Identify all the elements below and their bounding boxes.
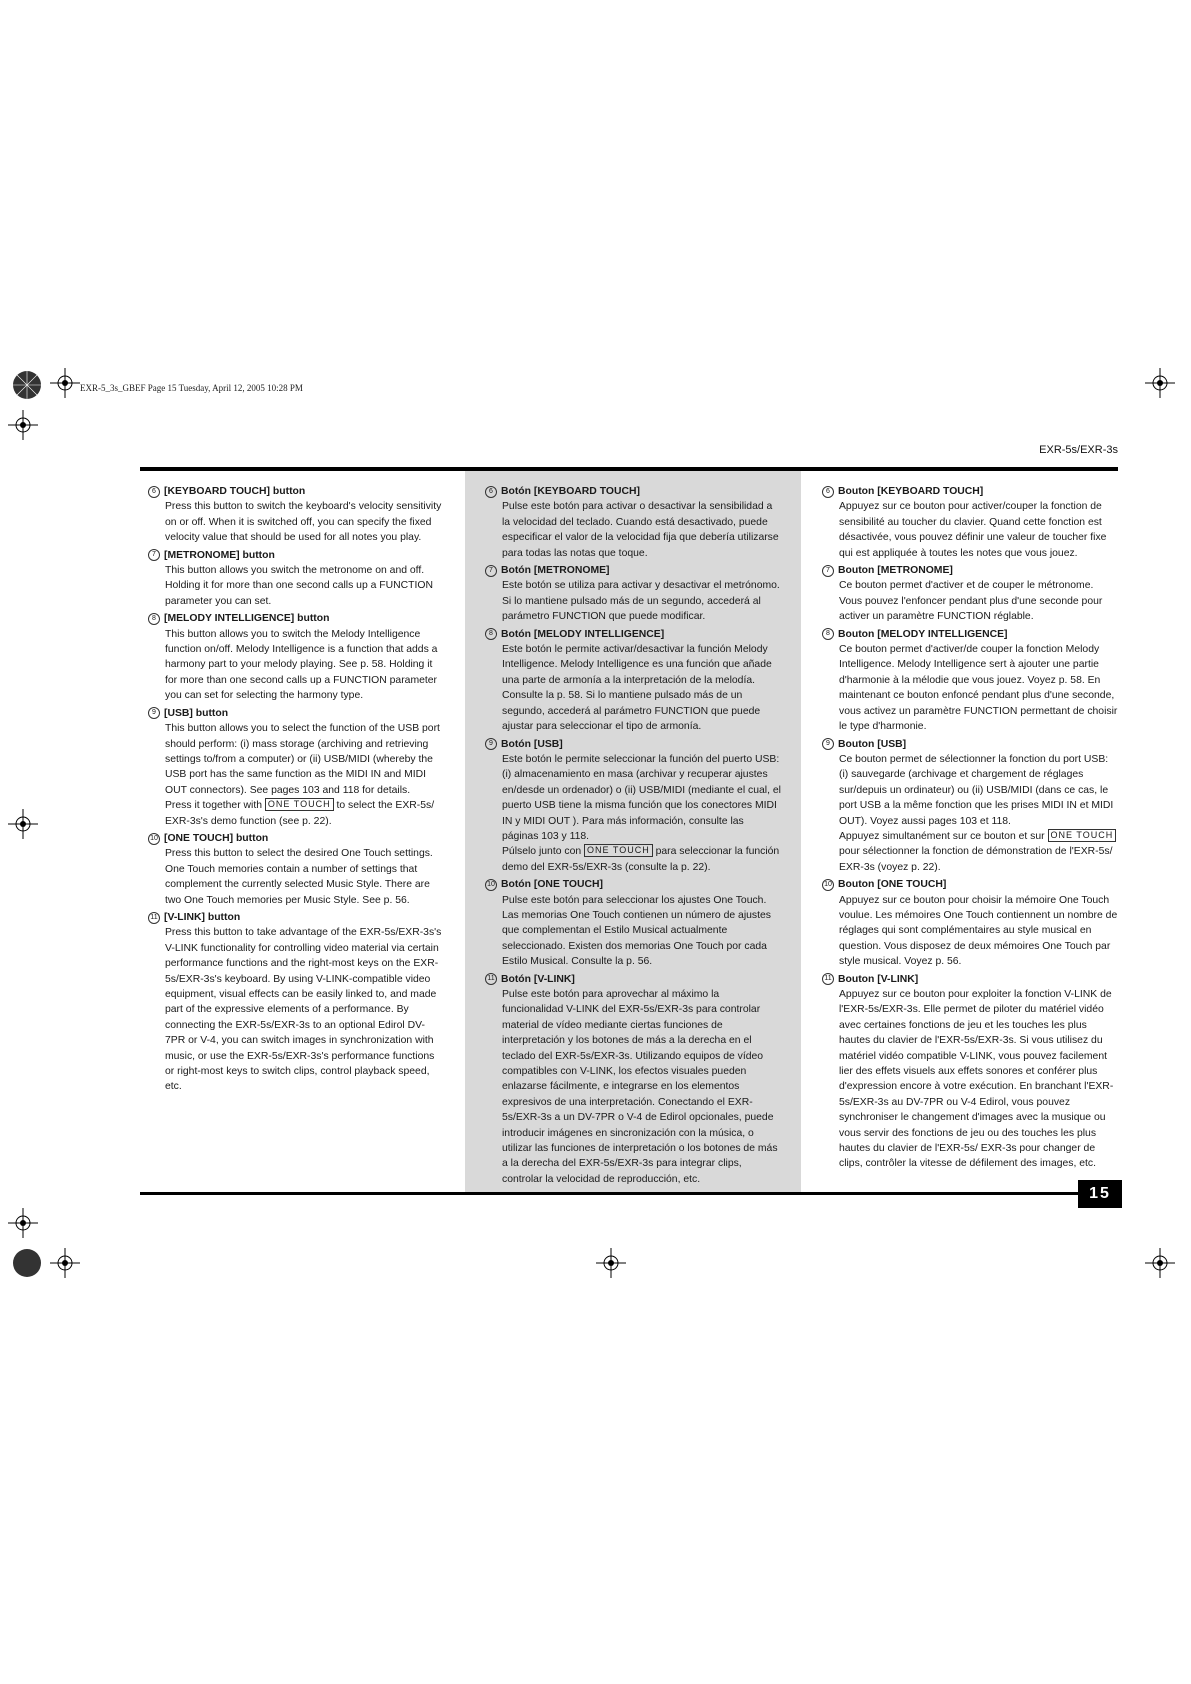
list-item [822, 563, 1118, 625]
item-number: 11 [485, 973, 497, 985]
item-body [822, 642, 1118, 734]
running-head: EXR-5s/EXR-3s [1039, 444, 1118, 456]
item-title: Bouton [MELODY INTELLIGENCE] [838, 628, 1008, 640]
paragraph-text: Appuyez simultanément sur ce bouton et sur [839, 830, 1048, 842]
item-body [485, 499, 781, 561]
item-title: Bouton [KEYBOARD TOUCH] [838, 486, 984, 497]
list-item [485, 627, 781, 735]
item-number: 7 [148, 549, 160, 561]
list-item [485, 484, 781, 561]
list-item [148, 484, 444, 546]
english-column [148, 484, 444, 1097]
item-paragraph: Este botón le permite seleccionar la función del puerto USB: (i) almacenamiento en masa (archivar y recuperar ajustes en/desde un ordenador) o (ii) USB/MIDI (mediante el cual, el puerto USB tiene la misma función que los conectores MIDI IN y MIDI OUT ). Para más información, consulte las páginas 103 y 118. [502, 753, 781, 842]
paragraph-text: to select the EXR-5s/ EXR-3s's demo function (see p. 22). [165, 800, 435, 827]
paragraph-text: pour sélectionner la fonction de démonstration de l'EXR-5s/ EXR-3s (voyez p. 22). [839, 846, 1113, 873]
one-touch-button-label: ONE TOUCH [584, 844, 653, 857]
list-item [148, 831, 444, 908]
registration-mark-icon [12, 370, 42, 400]
crosshair-icon [1145, 1248, 1175, 1278]
item-number: 6 [148, 486, 160, 498]
list-item [485, 737, 781, 876]
item-number: 11 [822, 973, 834, 985]
crosshair-icon [8, 1208, 38, 1238]
item-heading [822, 484, 1118, 499]
list-item [822, 737, 1118, 876]
item-body [148, 499, 444, 545]
item-body [822, 893, 1118, 970]
item-body [822, 578, 1118, 624]
item-title: Botón [ONE TOUCH] [501, 879, 603, 891]
item-heading [148, 611, 444, 626]
item-heading [485, 737, 781, 752]
item-title: Bouton [USB] [838, 738, 907, 750]
item-heading [148, 548, 444, 563]
item-body [148, 925, 444, 1094]
item-heading [148, 910, 444, 925]
item-heading [148, 706, 444, 721]
item-body [485, 893, 781, 970]
item-body [148, 721, 444, 829]
item-paragraph: Pulse este botón para seleccionar los ajustes One Touch. Las memorias One Touch contienen un número de ajustes que complementan el Estilo Musical actualmente seleccionado. Existen dos memorias One Touch por cada Estilo Musical. Consulte la p. 56. [502, 894, 771, 968]
item-number: 9 [148, 707, 160, 719]
item-paragraph: Appuyez sur ce bouton pour choisir la mémoire One Touch voulue. Les mémoires One Touch contiennent un nombre de réglages qui sont complémentaires au style musical en question. Vous disposez de deux mémoires One Touch par style musical. Voyez p. 56. [839, 894, 1118, 968]
item-body [485, 578, 781, 624]
item-title: [METRONOME] button [164, 549, 275, 561]
list-item [822, 972, 1118, 1172]
item-number: 10 [822, 879, 834, 891]
item-number: 10 [485, 879, 497, 891]
item-body [148, 563, 444, 609]
paragraph-text: para seleccionar la función demo del EXR-5s/EXR-3s (consulte la p. 22). [502, 846, 780, 873]
page-number: 15 [1078, 1180, 1122, 1208]
list-item [148, 706, 444, 829]
bottom-rule [140, 1192, 1078, 1195]
item-number: 9 [485, 738, 497, 750]
crosshair-icon [50, 1248, 80, 1278]
crosshair-icon [8, 410, 38, 440]
crosshair-icon [8, 809, 38, 839]
item-paragraph [839, 829, 1118, 875]
item-number: 8 [485, 628, 497, 640]
item-heading [148, 484, 444, 499]
item-body [148, 627, 444, 704]
item-title: [USB] button [164, 707, 229, 719]
item-heading [485, 484, 781, 499]
item-heading [822, 563, 1118, 578]
list-item [485, 877, 781, 969]
item-heading [485, 972, 781, 987]
item-heading [485, 627, 781, 642]
item-paragraph: Ce bouton permet d'activer/de couper la fonction Melody Intelligence. Melody Intelligence sert à ajouter une partie d'harmonie à la mélodie que vous jouez. Voyez p. 58. En maintenant ce bouton enfoncé pendant plus d'une seconde, vous activez un paramètre FUNCTION permettant de choisir le type d'harmonie. [839, 644, 1118, 733]
item-paragraph: This button allows you switch the metronome on and off. Holding it for more than one second calls up a FUNCTION parameter you can set. [165, 565, 433, 607]
item-paragraph: This button allows you to switch the Melody Intelligence function on/off. Melody Intelligence is a function that adds a harmony part to your melody playing. See p. 58. Holding it for more than one second calls up a FUNCTION parameter you can set for selecting the harmony type. [165, 628, 438, 702]
item-number: 7 [485, 565, 497, 577]
list-item [822, 877, 1118, 969]
list-item [822, 627, 1118, 735]
item-title: Bouton [METRONOME] [838, 565, 953, 577]
crosshair-icon [596, 1248, 626, 1278]
item-paragraph: Appuyez sur ce bouton pour exploiter la fonction V-LINK de l'EXR-5s/EXR-3s. Elle permet de piloter du matériel vidéo avec certaines fonctions de jeu et les touches les plus hautes du clavier de l'EXR-5s/EXR-3s. Si vous utilisez du matériel vidéo compatible V-LINK, vous pouvez facilement lier des effets visuels aux effets sonores et conférer plus d'expression encore à votre exécution. En branchant l'EXR-5s/EXR-3s au DV-7PR ou V-4 Edirol, vous pouvez synchroniser le changement d'images avec la musique ou vous servir des fonctions de jeu ou des touches les plus hautes du clavier de l'EXR-5s/ EXR-3s pour changer de clips, contrôler la vitesse de défilement des images, etc. [839, 989, 1114, 1170]
item-paragraph: Appuyez sur ce bouton pour activer/couper la fonction de sensibilité au toucher du clavier. Quand cette fonction est désactivée, vous pouvez définir une valeur de toucher fixe qui est appliquée à toutes les notes que vous jouez. [839, 501, 1107, 559]
item-heading [822, 877, 1118, 892]
item-title: Botón [USB] [501, 738, 563, 750]
item-body [485, 752, 781, 875]
paragraph-text: Press it together with [165, 800, 265, 812]
item-heading [822, 737, 1118, 752]
crosshair-icon [50, 368, 80, 398]
one-touch-button-label: ONE TOUCH [265, 798, 334, 811]
item-heading [485, 563, 781, 578]
item-body [822, 499, 1118, 561]
item-number: 8 [148, 613, 160, 625]
list-item [485, 972, 781, 1188]
item-body [822, 987, 1118, 1172]
item-title: Botón [METRONOME] [501, 565, 610, 577]
print-slug: EXR-5_3s_GBEF Page 15 Tuesday, April 12, 2005 10:28 PM [80, 383, 303, 393]
item-title: Botón [KEYBOARD TOUCH] [501, 486, 640, 497]
item-number: 7 [822, 565, 834, 577]
spanish-column [485, 484, 781, 1189]
item-title: Botón [MELODY INTELLIGENCE] [501, 628, 665, 640]
item-number: 10 [148, 833, 160, 845]
item-paragraph: Press this button to select the desired One Touch settings. One Touch memories contain a number of settings that complement the currently selected Music Style. There are two One Touch memories per Music Style. See p. 56. [165, 848, 433, 906]
item-number: 8 [822, 628, 834, 640]
item-body [148, 846, 444, 908]
item-paragraph: Press this button to switch the keyboard's velocity sensitivity on or off. When it is switched off, you can specify the fixed velocity value that should be used for all notes you play. [165, 501, 442, 544]
item-paragraph: Pulse este botón para aprovechar al máximo la funcionalidad V-LINK del EXR-5s/EXR-3s para controlar material de vídeo mediante ciertas funciones de interpretación y los botones de más a la derecha en el teclado del EXR-5s/EXR-3s. Utilizando equipos de vídeo compatibles con V-LINK, los efectos visuales pueden enlazarse fácilmente, e integrarse en los elementos expresivos de una interpretación. Conectando el EXR-5s/EXR-3s a un DV-7PR o V-4 de Edirol opcionales, puede introducir imágenes en sincronización con la música, o utilizar las funciones de interpretación o los botones de más a la derecha del EXR-5s/EXR-3s para integrar clips, controlar la velocidad de reproducción, etc. [502, 989, 778, 1185]
item-body [485, 987, 781, 1187]
item-title: Bouton [V-LINK] [838, 973, 919, 985]
item-heading [485, 877, 781, 892]
registration-mark-icon [12, 1248, 42, 1278]
item-title: [MELODY INTELLIGENCE] button [164, 613, 330, 625]
item-paragraph: Press this button to take advantage of the EXR-5s/EXR-3s's V-LINK functionality for controlling video material via certain performance functions and the right-most keys on the EXR-5s/EXR-3s's keyboard. By using V-LINK-compatible video equipment, visual effects can be easily linked to, and made part of the expressive elements of a performance. By connecting the EXR-5s/EXR-3s to an optional Edirol DV-7PR or V-4, you can switch images in synchronization with music, or use the EXR-5s/EXR-3s's performance functions or right-most keys to switch clips, control playback speed, etc. [165, 927, 442, 1093]
item-heading [822, 627, 1118, 642]
item-paragraph [502, 844, 781, 875]
item-number: 11 [148, 912, 160, 924]
french-column [822, 484, 1118, 1174]
item-paragraph: Pulse este botón para activar o desactivar la sensibilidad a la velocidad del teclado. Cuando está desactivado, puede especificar el valor de la velocidad fija que debería utilizarse para todas las notas que toque. [502, 501, 779, 559]
item-paragraph: Este botón le permite activar/desactivar la función Melody Intelligence. Melody Intelligence es una función que añade una parte de armonía a la interpretación de la melodía. Consulte la p. 58. Si lo mantiene pulsado más de un segundo, accederá al parámetro FUNCTION que puede ajustar para seleccionar el tipo de armonía. [502, 644, 772, 733]
one-touch-button-label: ONE TOUCH [1048, 829, 1117, 842]
item-paragraph: Ce bouton permet de sélectionner la fonction du port USB: (i) sauvegarde (archivage et chargement de réglages sur/depuis un ordinateur) ou (ii) USB/MIDI (dans ce cas, le port USB a la même fonction que les prises MIDI IN et MIDI OUT). Voyez aussi pages 103 et 118. [839, 753, 1114, 827]
item-paragraph [165, 798, 444, 829]
item-title: [V-LINK] button [164, 911, 241, 923]
item-body [485, 642, 781, 734]
item-paragraph: This button allows you to select the function of the USB port should perform: (i) mass storage (archiving and retrieving settings to/from a computer) or (ii) USB/MIDI (whereby the USB port has the same function as the MIDI IN and MIDI OUT connectors). See pages 103 and 118 for details. [165, 723, 440, 796]
item-heading [148, 831, 444, 846]
list-item [148, 611, 444, 703]
item-body [822, 752, 1118, 875]
list-item [148, 910, 444, 1095]
item-title: [KEYBOARD TOUCH] button [164, 486, 306, 497]
item-paragraph: Este botón se utiliza para activar y desactivar el metrónomo. Si lo mantiene pulsado más de un segundo, accederá al parámetro FUNCTION que puede modificar. [502, 580, 780, 623]
list-item [148, 548, 444, 610]
item-title: Bouton [ONE TOUCH] [838, 879, 947, 891]
item-heading [822, 972, 1118, 987]
item-paragraph: Ce bouton permet d'activer et de couper le métronome. Vous pouvez l'enfoncer pendant plus d'une seconde pour activer un paramètre FUNCTION réglable. [839, 580, 1103, 623]
item-title: [ONE TOUCH] button [164, 832, 269, 844]
paragraph-text: Púlselo junto con [502, 846, 585, 858]
list-item [485, 563, 781, 625]
item-number: 6 [485, 486, 497, 498]
crosshair-icon [1145, 368, 1175, 398]
item-title: Botón [V-LINK] [501, 973, 575, 985]
item-number: 9 [822, 738, 834, 750]
list-item [822, 484, 1118, 561]
item-number: 6 [822, 486, 834, 498]
